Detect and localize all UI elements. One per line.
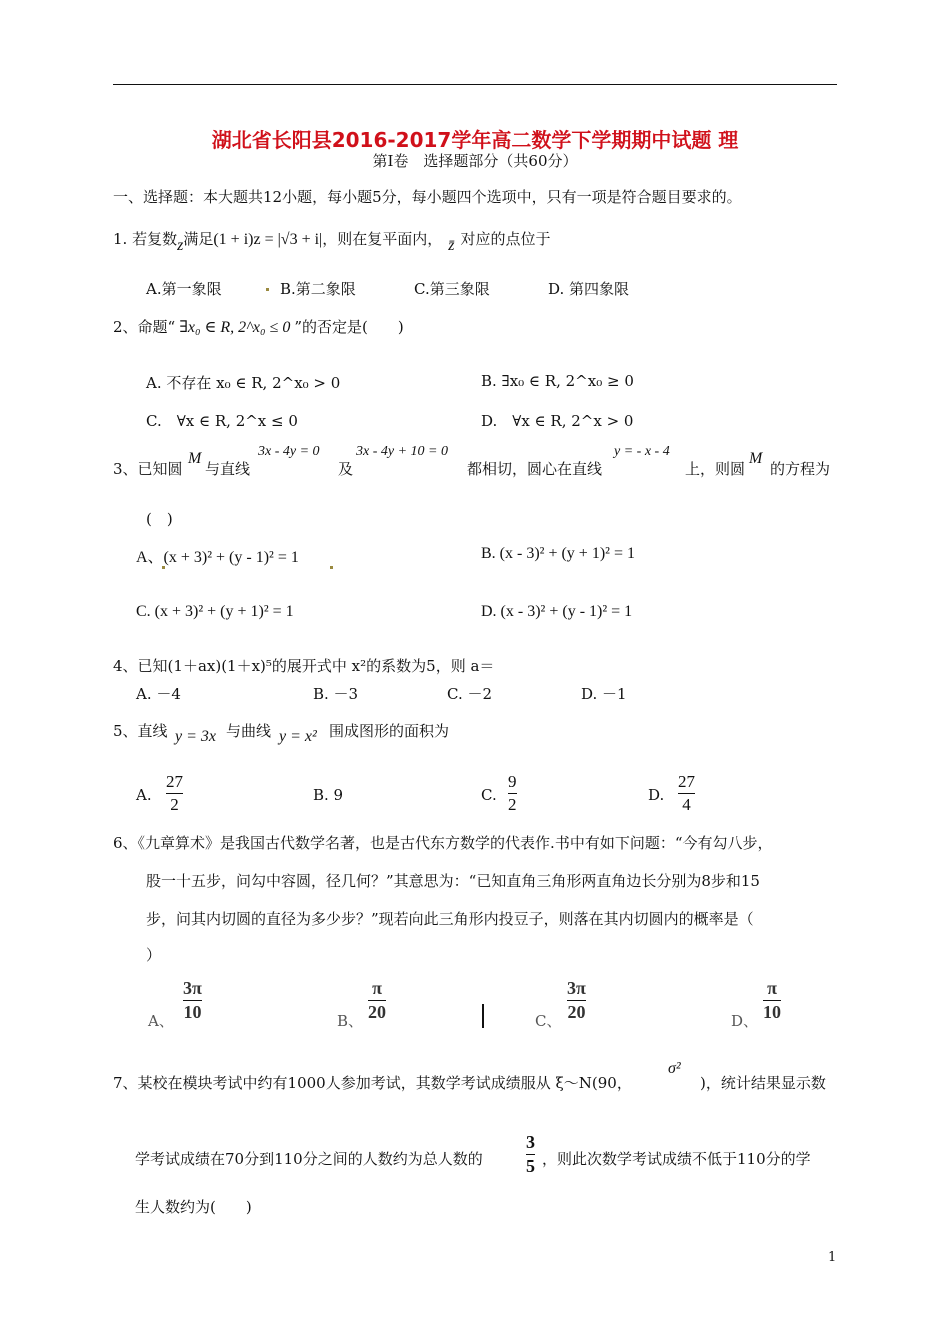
q7-line-3: 生人数约为( ): [135, 1198, 252, 1216]
q6-line-1: 6、《九章算术》是我国古代数学名著，也是古代东方数学的代表作.书中有如下问题：“今有勾八步，: [113, 834, 773, 852]
header-rule: [113, 84, 837, 85]
q3-text-4: 上，则圆: [685, 460, 746, 478]
q2-option-b: B. ∃x₀ ∈ R, 2^x₀ ≥ 0: [481, 372, 634, 390]
q6-line-4: ）: [146, 946, 162, 964]
q5-lead: 5、直线: [113, 722, 168, 740]
q6-option-b: B、: [337, 1012, 364, 1030]
q5-option-c: C.: [481, 786, 497, 804]
q4-stem: 4、已知(1＋ax)(1＋x)⁵的展开式中 x²的系数为5，则 a＝: [113, 657, 495, 675]
q5-line: y = 3x: [175, 728, 216, 745]
q7-line-1b: )，统计结果显示数: [700, 1074, 826, 1092]
q7-sigma: σ²: [668, 1060, 681, 1077]
q6-option-c: C、: [535, 1012, 562, 1030]
q6-line-3: 步，问其内切圆的直径为多少步？”现若向此三角形内投豆子，则落在其内切圆内的概率是（: [146, 910, 754, 928]
q5-text-1: 与曲线: [226, 722, 272, 740]
page-number: 1: [828, 1250, 837, 1265]
q5-option-b: B. 9: [313, 786, 344, 804]
stray-dot: [266, 288, 269, 291]
q6-option-d: D、: [731, 1012, 759, 1030]
q2-option-a: A. 不存在 x₀ ∈ R, 2^x₀ > 0: [146, 374, 341, 392]
page-title: 湖北省长阳县2016-2017学年高二数学下学期期中试题 理: [211, 128, 739, 152]
stray-dot: [162, 566, 165, 569]
q5-option-a: A.: [136, 786, 152, 804]
q6-option-b-fraction: π 20: [368, 978, 386, 1022]
q3-lead: 3、已知圆: [113, 460, 183, 478]
q3-text-1: 与直线: [205, 460, 251, 478]
q4-option-a: A. －4: [136, 685, 181, 703]
q1-option-d: D. 第四象限: [548, 280, 630, 298]
q3-option-a: A、(x + 3)² + (y - 1)² = 1: [136, 549, 299, 566]
q1-option-a: A.第一象限: [146, 280, 222, 298]
q3-line-1: 3x - 4y = 0: [258, 444, 320, 459]
q2-stem: 2、命题“ ∃x₀ ∈ R, 2^x₀ ≤ 0 ”的否定是( ): [113, 318, 404, 336]
q6-option-a-fraction: 3π 10: [183, 978, 202, 1022]
q6-option-d-fraction: π 10: [763, 978, 781, 1022]
q7-fraction: 3 5: [526, 1132, 535, 1176]
q5-option-a-fraction: 27 2: [166, 772, 183, 814]
q6-line-2: 股一十五步，问勾中容圆，径几何？”其意思为：“已知直角三角形两直角边长分别为8步和15: [146, 872, 760, 890]
q5-option-d-fraction: 27 4: [678, 772, 695, 814]
q4-option-b: B. －3: [313, 685, 359, 703]
q4-option-d: D. －1: [581, 685, 627, 703]
q1-option-c: C.第三象限: [414, 280, 490, 298]
q3-option-d: D. (x - 3)² + (y - 1)² = 1: [481, 603, 633, 620]
q1-option-b: B.第二象限: [280, 280, 356, 298]
stray-dot: [330, 566, 333, 569]
q3-text-2: 及: [338, 460, 354, 478]
section-intro: 一、选择题：本大题共12小题，每小题5分，每小题四个选项中，只有一项是符合题目要求的。: [113, 188, 742, 206]
q3-option-c: C. (x + 3)² + (y + 1)² = 1: [136, 603, 294, 620]
q7-line-2b: ，则此次数学考试成绩不低于110分的学: [542, 1150, 811, 1168]
q3-var-m2: M: [749, 450, 763, 467]
q3-option-b: B. (x - 3)² + (y + 1)² = 1: [481, 545, 635, 562]
q3-text-5: 的方程为: [770, 460, 831, 478]
q2-option-c: C. ∀x ∈ R, 2^x ≤ 0: [146, 412, 298, 430]
q5-option-d: D.: [648, 786, 665, 804]
q7-line-2a: 学考试成绩在70分到110分之间的人数约为总人数的: [135, 1150, 483, 1168]
q3-line-3: y = - x - 4: [614, 444, 670, 459]
q3-var-m: M: [188, 450, 202, 467]
page-subtitle: 第Ⅰ卷 选择题部分（共60分）: [372, 152, 578, 170]
q6-option-a: A、: [148, 1012, 174, 1030]
q5-curve: y = x²: [279, 728, 317, 745]
q6-option-c-fraction: 3π 20: [567, 978, 586, 1022]
vertical-mark: [482, 1004, 484, 1028]
q3-paren: ( ): [146, 510, 173, 528]
q1-stem: 1. 若复数z满足(1 + i)z = |√3 + i|，则在复平面内， z̄ 对应的点位于: [113, 230, 551, 254]
q2-option-d: D. ∀x ∈ R, 2^x > 0: [481, 412, 634, 430]
q3-line-2: 3x - 4y + 10 = 0: [356, 444, 448, 459]
q5-text-2: 围成图形的面积为: [329, 722, 450, 740]
q7-line-1a: 7、某校在模块考试中约有1000人参加考试，其数学考试成绩服从 ξ～N(90，: [113, 1074, 632, 1092]
q5-option-c-fraction: 9 2: [508, 772, 517, 814]
q4-option-c: C. －2: [447, 685, 493, 703]
q3-text-3: 都相切，圆心在直线: [467, 460, 603, 478]
